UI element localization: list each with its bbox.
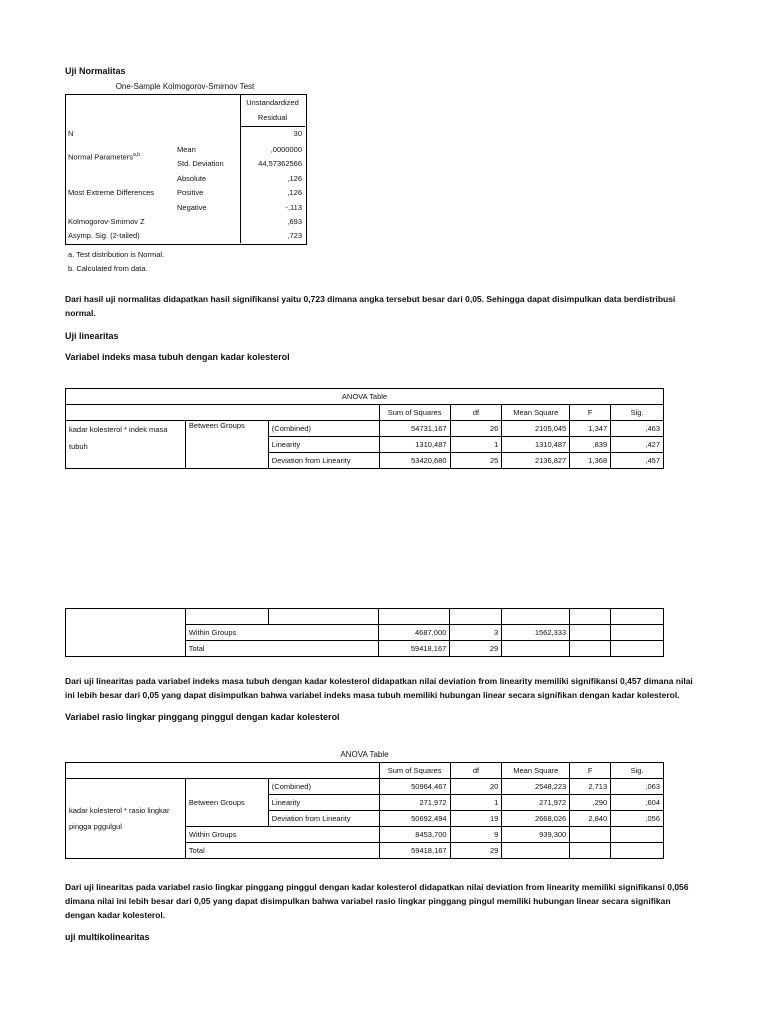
ks-label-n: N (68, 129, 74, 138)
anova1-combined-sig: ,463 (611, 421, 664, 437)
anova1-row-within: Within Groups (185, 625, 379, 641)
anova1-within-sig (611, 625, 664, 641)
anova2-header-f: F (570, 763, 611, 779)
anova1-cont-blank-f (570, 609, 611, 625)
anova1-linearity-ss: 1310,487 (379, 437, 450, 453)
anova1-total-sig (611, 641, 664, 657)
anova1-group-label: Between Groups (185, 421, 268, 469)
ks-normal-params-sup: a,b (133, 152, 140, 158)
anova2-row-label-line1: kadar kolesterol * rasio lingkar (69, 805, 170, 815)
anova2-header-df: df (450, 763, 502, 779)
ks-label-extreme: Most Extreme Differences (68, 188, 155, 197)
normality-conclusion-line2: normal. (65, 308, 96, 318)
anova2-title: ANOVA Table (340, 750, 389, 759)
ks-label-normal-params (68, 152, 140, 162)
anova1-header-ss: Sum of Squares (379, 405, 450, 421)
anova2-row-total: Total (185, 843, 379, 859)
anova1-conclusion-line1: Dari uji linearitas pada variabel indeks masa tubuh dengan kadar kolesterol didapatkan nilai deviation from linearity memiliki signifikansi 0,457 dimana nilai (65, 676, 693, 686)
anova1-total-f (570, 641, 611, 657)
anova1-header-f: F (570, 405, 611, 421)
ks-col-header-1: Unstandardized (246, 98, 299, 107)
anova2-deviation-f: 2,840 (570, 811, 611, 827)
anova2-linearity-ms: 271,972 (502, 795, 570, 811)
anova-table-1-continued (65, 608, 664, 657)
anova2-row-label (66, 779, 186, 859)
anova2-between-label: Between Groups (185, 779, 268, 827)
anova1-within-f (570, 625, 611, 641)
ks-sub-positive: Positive (177, 188, 204, 197)
ks-sub-negative: Negative (177, 203, 207, 212)
anova2-deviation-ss: 50692,494 (379, 811, 450, 827)
anova2-deviation-df: 19 (450, 811, 502, 827)
ks-sub-absolute: Absolute (177, 174, 207, 183)
anova1-linearity-f: ,839 (570, 437, 611, 453)
anova2-row-deviation: Deviation from Linearity (268, 811, 379, 827)
anova2-conclusion-line3: dengan kadar kolesterol. (65, 910, 166, 920)
anova1-row-linearity: Linearity (268, 437, 379, 453)
ks-sub-std: Std. Deviation (177, 159, 224, 168)
anova2-header-ss: Sum of Squares (379, 763, 450, 779)
anova1-header-ms: Mean Square (502, 405, 570, 421)
ks-value-negative: -,113 (285, 203, 302, 212)
anova2-total-ms (502, 843, 570, 859)
anova1-header-df: df (450, 405, 502, 421)
ks-header-rule (240, 126, 305, 127)
anova1-cont-blank-a (185, 609, 268, 625)
normality-conclusion-line1: Dari hasil uji normalitas didapatkan hasil signifikansi yaitu 0,723 dimana angka tersebut besar dari 0,05. Sehingga dapat disimpulkan data berdistribusi (65, 294, 676, 304)
ks-value-std: 44,57362566 (258, 159, 302, 168)
anova1-deviation-df: 25 (450, 453, 502, 469)
anova2-within-sig (611, 827, 664, 843)
ks-value-absolute: ,126 (287, 174, 302, 183)
anova1-row-combined: (Combined) (268, 421, 379, 437)
ks-footnote-a: a. Test distribution is Normal. (68, 250, 165, 259)
anova1-cont-label-cell (66, 609, 186, 657)
anova2-total-sig (611, 843, 664, 859)
anova2-linearity-f: ,290 (570, 795, 611, 811)
anova2-combined-ms: 2548,223 (502, 779, 570, 795)
anova2-row-combined: (Combined) (268, 779, 379, 795)
anova2-conclusion-line2: dimana nilai ini lebih besar dari 0,05 yang dapat disimpulkan bahwa variabel rasio lingkar pinggang pingul memiliki hubungan linear secara signifikan (65, 896, 671, 906)
anova1-total-ss: 59418,167 (379, 641, 450, 657)
ks-sub-mean: Mean (177, 145, 196, 154)
anova2-header-sig: Sig. (611, 763, 664, 779)
anova1-row-label (66, 421, 186, 469)
anova1-deviation-f: 1,368 (570, 453, 611, 469)
anova1-cont-blank-e (502, 609, 570, 625)
anova1-within-ms: 1562,333 (502, 625, 570, 641)
anova1-row-deviation: Deviation from Linearity (268, 453, 379, 469)
anova2-combined-df: 20 (450, 779, 502, 795)
anova1-header-sig: Sig. (611, 405, 664, 421)
ks-label-sig: Asymp. Sig. (2-tailed) (68, 231, 140, 240)
anova2-within-f (570, 827, 611, 843)
ks-value-sig: ,723 (287, 231, 302, 240)
ks-value-mean: ,0000000 (270, 145, 302, 154)
anova2-row-label-line2: pingga pggulgul (69, 821, 122, 831)
anova1-title: ANOVA Table (66, 389, 664, 405)
anova1-combined-ss: 54731,167 (379, 421, 450, 437)
anova1-linearity-ms: 1310,487 (502, 437, 570, 453)
ks-table-title: One-Sample Kolmogorov-Smirnov Test (115, 82, 255, 91)
ks-normal-params-text: Normal Parameters (68, 152, 134, 162)
anova2-header-ms: Mean Square (502, 763, 570, 779)
anova1-row-total: Total (185, 641, 379, 657)
anova1-cont-blank-b (268, 609, 379, 625)
anova2-total-df: 29 (450, 843, 502, 859)
anova1-total-ms (502, 641, 570, 657)
normality-heading: Uji Normalitas (65, 66, 126, 76)
linearity-var2-heading: Variabel rasio lingkar pinggang pinggul dengan kadar kolesterol (65, 712, 340, 722)
linearity-heading: Uji linearitas (65, 331, 119, 341)
ks-label-z: Kolmogorov-Smirnov Z (68, 217, 145, 226)
anova1-total-df: 29 (450, 641, 502, 657)
anova2-within-ms: 939,300 (502, 827, 570, 843)
anova2-row-within: Within Groups (185, 827, 379, 843)
multicollinearity-heading: uji multikolinearitas (65, 932, 150, 942)
linearity-var1-heading: Variabel indeks masa tubuh dengan kadar kolesterol (65, 352, 290, 362)
ks-value-positive: ,126 (287, 188, 302, 197)
ks-col-header-2: Residual (257, 113, 288, 122)
anova1-linearity-df: 1 (450, 437, 502, 453)
anova2-combined-sig: ,063 (611, 779, 664, 795)
anova1-combined-df: 26 (450, 421, 502, 437)
anova2-total-ss: 59418,167 (379, 843, 450, 859)
anova2-header-blank (66, 763, 380, 779)
anova1-deviation-ms: 2136,827 (502, 453, 570, 469)
anova1-combined-f: 1,347 (570, 421, 611, 437)
anova2-row-linearity: Linearity (268, 795, 379, 811)
anova2-total-f (570, 843, 611, 859)
anova1-cont-blank-g (611, 609, 664, 625)
anova2-combined-ss: 50964,467 (379, 779, 450, 795)
anova1-cont-blank-d (450, 609, 502, 625)
anova1-deviation-sig: ,457 (611, 453, 664, 469)
anova1-cont-blank-c (379, 609, 450, 625)
anova1-within-df: 3 (450, 625, 502, 641)
anova2-conclusion-line1: Dari uji linearitas pada variabel rasio lingkar pinggang pinggul dengan kadar kolesterol didapatkan nilai deviation from linearity memiliki signifikansi 0,056 (65, 882, 689, 892)
anova2-within-ss: 8453,700 (379, 827, 450, 843)
anova1-row-label-line2: tubuh (69, 442, 88, 451)
anova-table-1 (65, 388, 664, 469)
anova-table-2 (65, 762, 664, 859)
anova2-within-df: 9 (450, 827, 502, 843)
anova2-linearity-df: 1 (450, 795, 502, 811)
anova2-linearity-sig: ,604 (611, 795, 664, 811)
anova1-within-ss: 4687,000 (379, 625, 450, 641)
ks-value-n: 30 (293, 129, 302, 138)
anova1-linearity-sig: ,427 (611, 437, 664, 453)
anova1-row-label-line1: kadar kolesterol * indek masa (69, 425, 168, 434)
anova1-combined-ms: 2105,045 (502, 421, 570, 437)
ks-value-z: ,693 (287, 217, 302, 226)
anova2-deviation-sig: ,056 (611, 811, 664, 827)
ks-footnote-b: b. Calculated from data. (68, 264, 148, 273)
anova2-deviation-ms: 2668,026 (502, 811, 570, 827)
anova1-conclusion-line2: ini lebih besar dari 0,05 yang dapat disimpulkan bahwa variabel indeks masa tubuh memiliki hubungan linear secara signifikan dengan kadar kolesterol. (65, 690, 680, 700)
anova2-linearity-ss: 271,972 (379, 795, 450, 811)
anova2-combined-f: 2,713 (570, 779, 611, 795)
anova1-header-blank (66, 405, 380, 421)
anova1-deviation-ss: 53420,680 (379, 453, 450, 469)
